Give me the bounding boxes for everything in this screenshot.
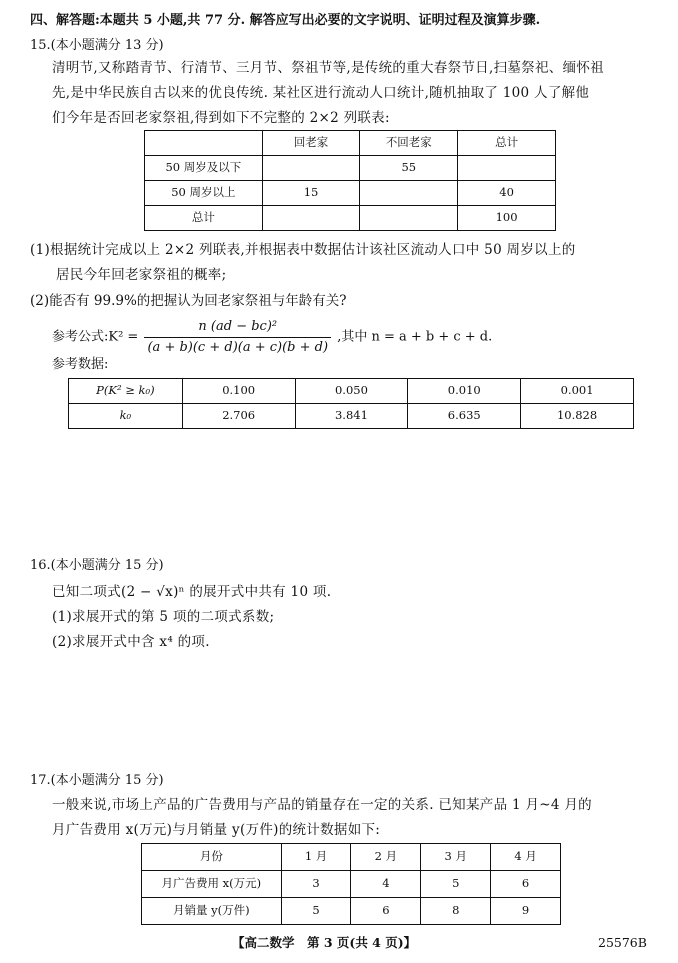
table-cell: 50 周岁以上 xyxy=(145,181,263,206)
header-cell: 总计 xyxy=(458,131,556,156)
table-cell: 5 xyxy=(421,871,491,898)
q17-data-table xyxy=(141,843,561,925)
table-cell: 6.635 xyxy=(408,404,521,429)
table-cell: 40 xyxy=(458,181,556,206)
table-cell xyxy=(262,206,360,231)
table-row xyxy=(142,871,561,898)
q15-reference-formula xyxy=(52,318,492,356)
table-cell: P(K² ≥ k₀) xyxy=(69,379,183,404)
table-row xyxy=(69,379,634,404)
table-cell: 月销量 y(万件) xyxy=(142,898,282,925)
header-cell: 不回老家 xyxy=(360,131,458,156)
exam-code: 25576B xyxy=(598,935,647,950)
q15-intro-line-2: 先,是中华民族自古以来的优良传统. 某社区进行流动人口统计,随机抽取了 100 人了解他 xyxy=(52,85,590,101)
table-row xyxy=(69,404,634,429)
table-cell: 100 xyxy=(458,206,556,231)
q15-title: 15.(本小题满分 13 分) xyxy=(30,38,164,53)
header-cell: 月份 xyxy=(142,844,282,871)
q17-intro xyxy=(52,793,652,843)
table-header-row xyxy=(145,131,556,156)
q15-contingency-table xyxy=(144,130,556,231)
header-cell: 4 月 xyxy=(491,844,561,871)
q15-q1-line-1: (1)根据统计完成以上 2×2 列联表,并根据表中数据估计该社区流动人口中 50 周岁以上的 xyxy=(30,242,576,258)
q16-body xyxy=(52,580,652,655)
table-row xyxy=(142,898,561,925)
formula-prefix: 参考公式:K² = xyxy=(52,329,139,345)
q15-intro-line-1: 清明节,又称踏青节、行清节、三月节、祭祖节等,是传统的重大春祭节日,扫墓祭祀、缅怀祖 xyxy=(52,60,604,76)
formula-suffix: ,其中 n = a + b + c + d. xyxy=(337,329,493,345)
header-cell: 2 月 xyxy=(351,844,421,871)
table-cell: 2.706 xyxy=(182,404,295,429)
table-cell xyxy=(360,181,458,206)
header-cell: 3 月 xyxy=(421,844,491,871)
table-cell xyxy=(360,206,458,231)
table-cell: 4 xyxy=(351,871,421,898)
q16-subquestion-1: (1)求展开式的第 5 项的二项式系数; xyxy=(52,609,275,625)
q15-reference-data-table xyxy=(68,378,634,429)
table-cell: k₀ xyxy=(69,404,183,429)
table-cell: 0.001 xyxy=(521,379,634,404)
table-cell: 55 xyxy=(360,156,458,181)
table-row xyxy=(145,181,556,206)
table-cell: 9 xyxy=(491,898,561,925)
table-header-row xyxy=(142,844,561,871)
table-cell: 6 xyxy=(491,871,561,898)
table-cell: 6 xyxy=(351,898,421,925)
header-cell: 1 月 xyxy=(281,844,351,871)
header-cell xyxy=(145,131,263,156)
table-cell xyxy=(262,156,360,181)
q15-intro-line-3: 们今年是否回老家祭祖,得到如下不完整的 2×2 列联表: xyxy=(52,110,390,126)
table-cell xyxy=(458,156,556,181)
table-cell: 3.841 xyxy=(295,404,408,429)
table-row xyxy=(145,206,556,231)
q17-intro-line-2: 月广告费用 x(万元)与月销量 y(万件)的统计数据如下: xyxy=(52,822,381,838)
q16-title: 16.(本小题满分 15 分) xyxy=(30,558,164,573)
page-footer: 【高二数学 第 3 页(共 4 页)】 xyxy=(232,935,417,950)
header-cell: 回老家 xyxy=(262,131,360,156)
section-header: 四、解答题:本题共 5 小题,共 77 分. 解答应写出必要的文字说明、证明过程及演算步骤. xyxy=(30,13,541,28)
q15-q1-line-2: 居民今年回老家祭祖的概率; xyxy=(56,267,227,283)
table-cell: 0.100 xyxy=(182,379,295,404)
q15-subquestion-1 xyxy=(30,238,630,288)
table-cell: 0.050 xyxy=(295,379,408,404)
table-cell: 50 周岁及以下 xyxy=(145,156,263,181)
q17-intro-line-1: 一般来说,市场上产品的广告费用与产品的销量存在一定的关系. 已知某产品 1 月~4 月的 xyxy=(52,797,592,813)
q15-reference-data-label: 参考数据: xyxy=(52,357,109,372)
q16-subquestion-2: (2)求展开式中含 x⁴ 的项. xyxy=(52,634,210,650)
formula-denominator: (a + b)(c + d)(a + c)(b + d) xyxy=(147,339,329,355)
q15-intro xyxy=(52,56,652,131)
q16-intro: 已知二项式(2 − √x)ⁿ 的展开式中共有 10 项. xyxy=(52,584,332,600)
formula-fraction xyxy=(144,318,331,356)
q17-title: 17.(本小题满分 15 分) xyxy=(30,773,164,788)
table-cell: 10.828 xyxy=(521,404,634,429)
q15-subquestion-2: (2)能否有 99.9%的把握认为回老家祭祖与年龄有关? xyxy=(30,293,347,309)
formula-numerator: n (ad − bc)² xyxy=(144,318,331,338)
table-cell: 8 xyxy=(421,898,491,925)
table-row xyxy=(145,156,556,181)
table-cell: 0.010 xyxy=(408,379,521,404)
table-cell: 3 xyxy=(281,871,351,898)
table-cell: 月广告费用 x(万元) xyxy=(142,871,282,898)
table-cell: 15 xyxy=(262,181,360,206)
table-cell: 总计 xyxy=(145,206,263,231)
table-cell: 5 xyxy=(281,898,351,925)
